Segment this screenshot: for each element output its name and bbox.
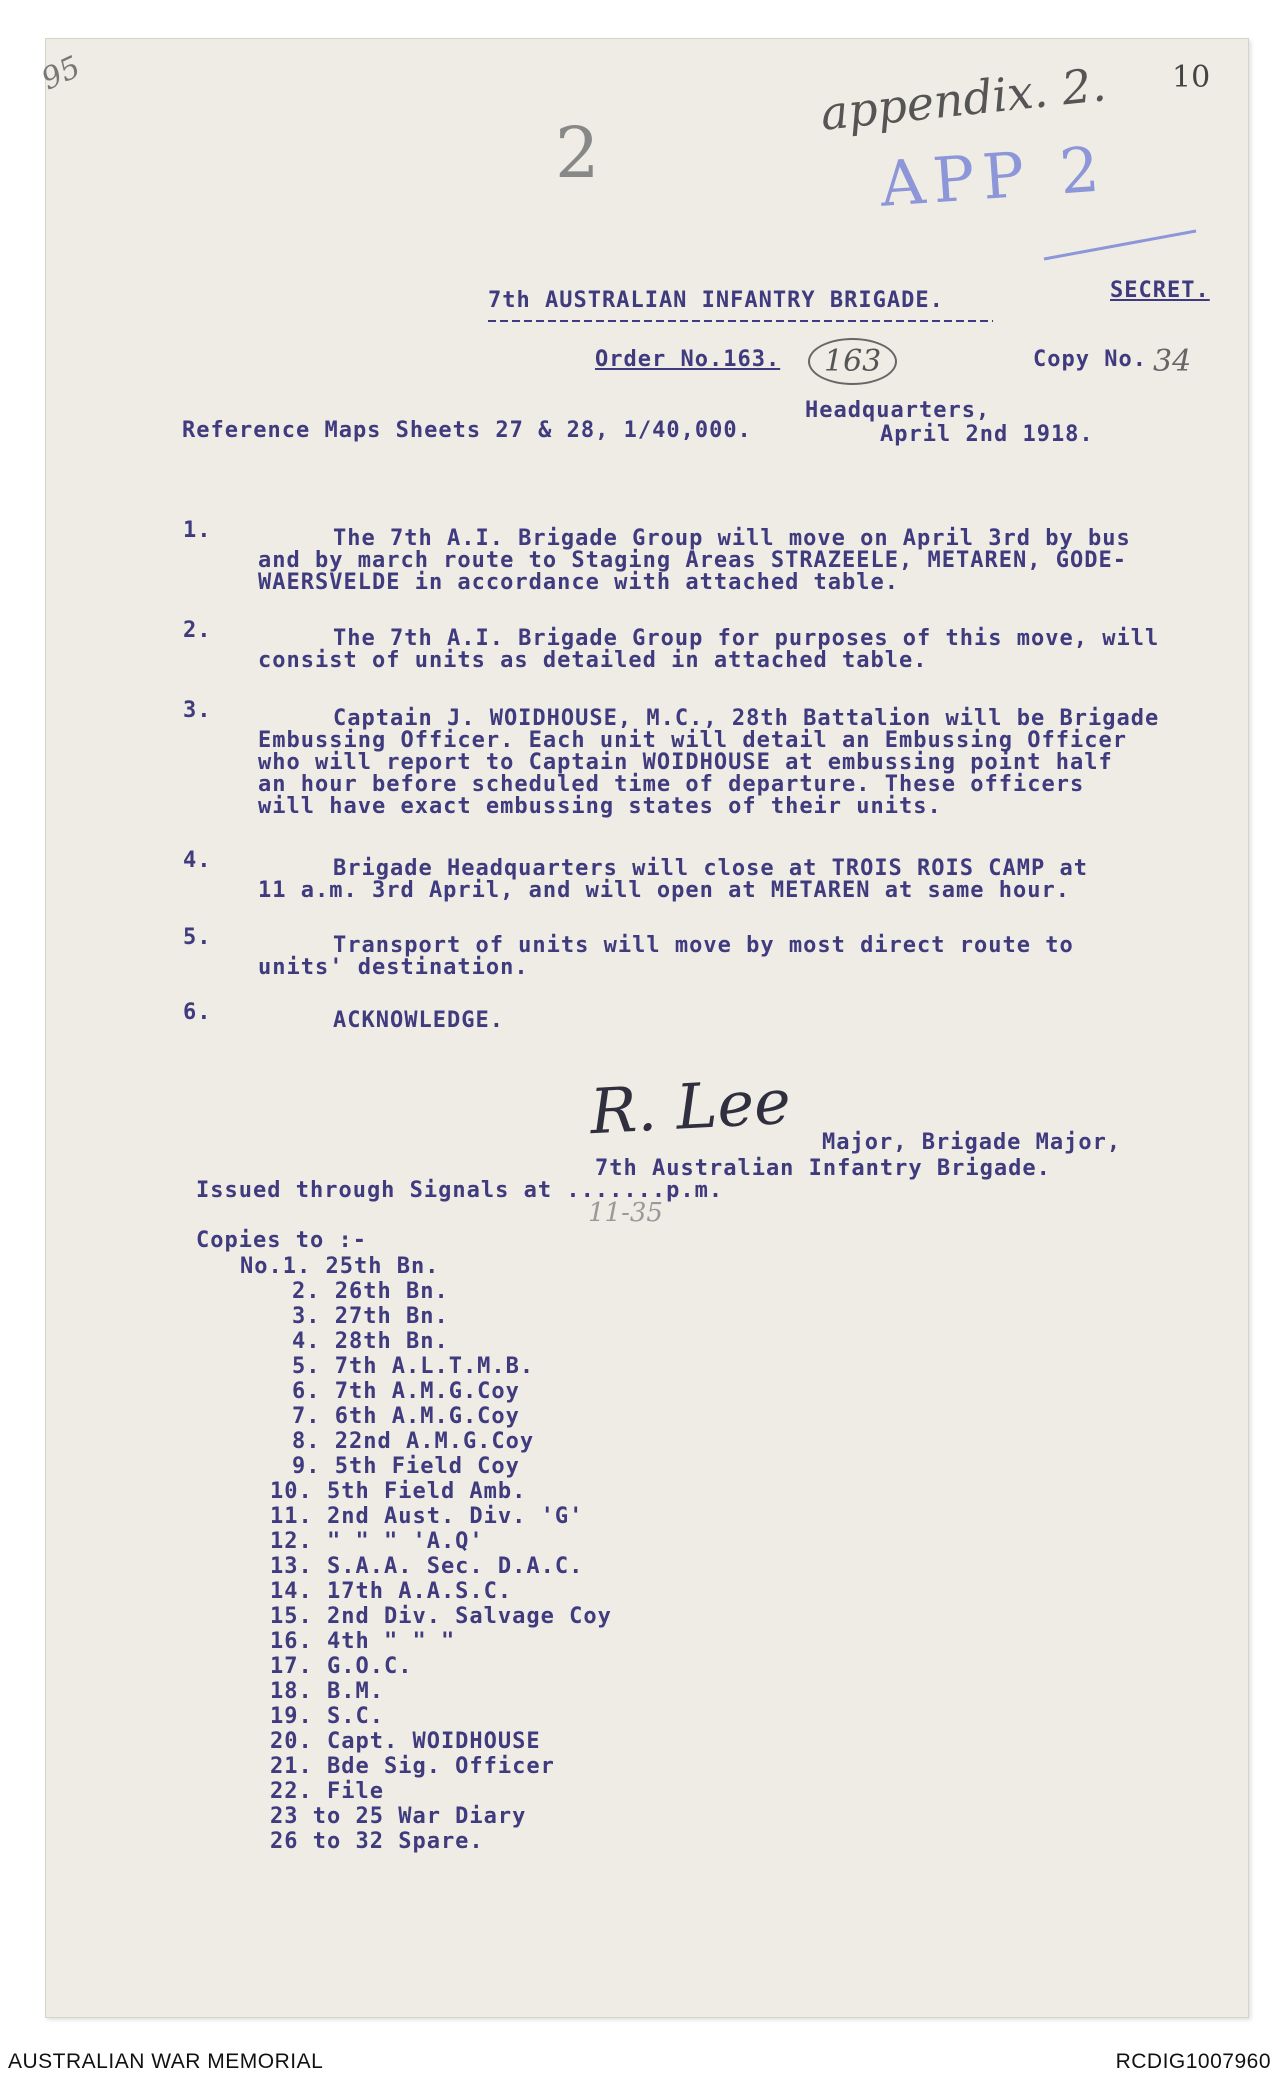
copy-entry: 3. 27th Bn. xyxy=(292,1304,449,1329)
copy-entry: 4. 28th Bn. xyxy=(292,1329,449,1354)
title-underline xyxy=(488,318,993,324)
copy-entry: 23 to 25 War Diary xyxy=(270,1804,527,1829)
copy-entry: 21. Bde Sig. Officer xyxy=(270,1754,555,1779)
order-number-circled: 163 xyxy=(808,338,897,385)
headquarters-label: Headquarters, xyxy=(805,398,991,423)
paragraph-line: Captain J. WOIDHOUSE, M.C., 28th Battalion will be Brigade xyxy=(333,706,1160,731)
stamp-underline xyxy=(1040,225,1200,265)
copy-entry: No.1. 25th Bn. xyxy=(240,1254,440,1279)
copy-entry: 13. S.A.A. Sec. D.A.C. xyxy=(270,1554,584,1579)
footer-archive-name: AUSTRALIAN WAR MEMORIAL xyxy=(8,2050,324,2073)
signatory-rank: Major, Brigade Major, xyxy=(822,1130,1122,1155)
copy-entry: 2. 26th Bn. xyxy=(292,1279,449,1304)
footer-record-id: RCDIG1007960 xyxy=(1115,2050,1271,2073)
paragraph-line: WAERSVELDE in accordance with attached table. xyxy=(258,570,900,595)
copy-entry: 19. S.C. xyxy=(270,1704,384,1729)
order-number: Order No.163. xyxy=(595,347,781,372)
paragraph-line: Brigade Headquarters will close at TROIS ROIS CAMP at xyxy=(333,856,1088,881)
corner-number: 95 xyxy=(36,49,86,98)
copy-entry: 9. 5th Field Coy xyxy=(292,1454,520,1479)
paragraph-line: an hour before scheduled time of departure. These officers xyxy=(258,772,1085,797)
copy-entry: 20. Capt. WOIDHOUSE xyxy=(270,1729,541,1754)
copy-entry: 6. 7th A.M.G.Coy xyxy=(292,1379,520,1404)
paragraph-line: and by march route to Staging Areas STRAZEELE, METAREN, GODE- xyxy=(258,548,1127,573)
paragraph-line: The 7th A.I. Brigade Group will move on April 3rd by bus xyxy=(333,526,1131,551)
copy-entry: 26 to 32 Spare. xyxy=(270,1829,484,1854)
paragraph-number: 1. xyxy=(183,518,212,543)
copy-entry: 12. " " " 'A.Q' xyxy=(270,1529,484,1554)
app-stamp: APP 2 xyxy=(877,132,1110,221)
copy-entry: 22. File xyxy=(270,1779,384,1804)
copy-entry: 5. 7th A.L.T.M.B. xyxy=(292,1354,535,1379)
paragraph-line: consist of units as detailed in attached table. xyxy=(258,648,928,673)
appendix-note: appendix. 2. xyxy=(817,57,1109,141)
paragraph-number: 5. xyxy=(183,925,212,950)
brigade-title: 7th AUSTRALIAN INFANTRY BRIGADE. xyxy=(488,288,944,313)
copy-entry: 8. 22nd A.M.G.Coy xyxy=(292,1429,535,1454)
copy-entry: 18. B.M. xyxy=(270,1679,384,1704)
copy-entry: 14. 17th A.A.S.C. xyxy=(270,1579,513,1604)
copy-entry: 10. 5th Field Amb. xyxy=(270,1479,527,1504)
copy-entry: 11. 2nd Aust. Div. 'G' xyxy=(270,1504,584,1529)
reference-maps: Reference Maps Sheets 27 & 28, 1/40,000. xyxy=(182,418,752,443)
copy-entry: 15. 2nd Div. Salvage Coy xyxy=(270,1604,612,1629)
copies-heading: Copies to :- xyxy=(196,1228,367,1253)
paragraph-number: 2. xyxy=(183,618,212,643)
issue-time: 11-35 xyxy=(588,1198,663,1228)
paragraph-line: will have exact embussing states of their units. xyxy=(258,794,942,819)
paragraph-number: 3. xyxy=(183,698,212,723)
paragraph-line: The 7th A.I. Brigade Group for purposes of this move, will xyxy=(333,626,1160,651)
order-date: April 2nd 1918. xyxy=(880,422,1094,447)
paragraph-number: 4. xyxy=(183,848,212,873)
issued-through-signals: Issued through Signals at .......p.m. xyxy=(196,1178,724,1203)
paragraph-line: who will report to Captain WOIDHOUSE at embussing point half xyxy=(258,750,1113,775)
pencil-mark: 2 xyxy=(555,112,600,194)
paragraph-line: units' destination. xyxy=(258,955,529,980)
signatory-unit: 7th Australian Infantry Brigade. xyxy=(595,1156,1051,1181)
copy-entry: 7. 6th A.M.G.Coy xyxy=(292,1404,520,1429)
copy-number: 34 xyxy=(1153,344,1192,379)
signature: R. Lee xyxy=(588,1064,793,1149)
paragraph-line: Transport of units will move by most direct route to xyxy=(333,933,1074,958)
secret-classification: SECRET. xyxy=(1110,278,1210,303)
document-page xyxy=(45,38,1249,2018)
copy-entry: 16. 4th " " " xyxy=(270,1629,456,1654)
paragraph-line: 11 a.m. 3rd April, and will open at METAREN at same hour. xyxy=(258,878,1070,903)
page-number: 10 xyxy=(1172,60,1211,95)
copy-entry: 17. G.O.C. xyxy=(270,1654,413,1679)
paragraph-line: Embussing Officer. Each unit will detail an Embussing Officer xyxy=(258,728,1127,753)
paragraph-number: 6. xyxy=(183,1000,212,1025)
paragraph-line: ACKNOWLEDGE. xyxy=(333,1008,504,1033)
copy-label: Copy No. xyxy=(1033,347,1147,372)
